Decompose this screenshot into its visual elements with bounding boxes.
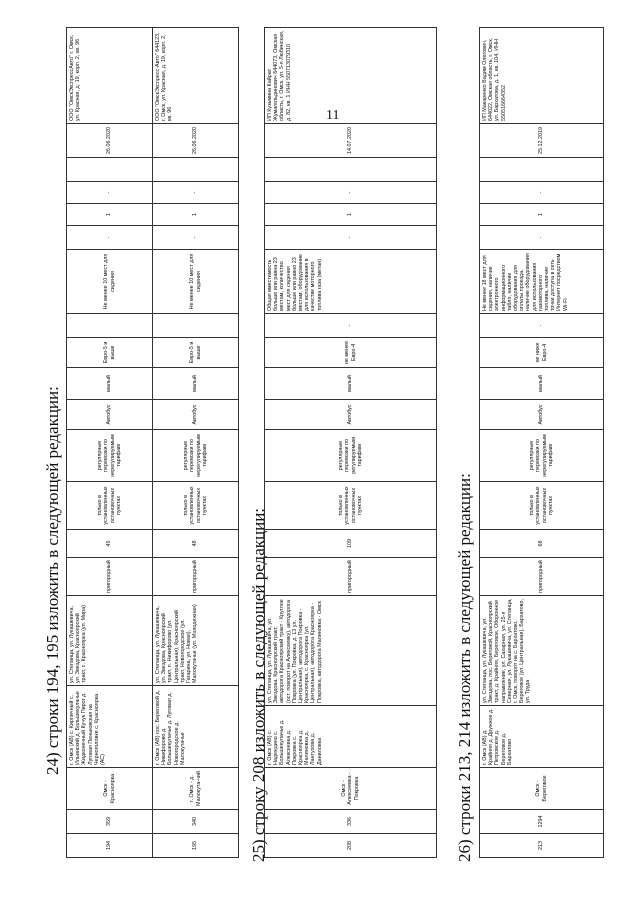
cell: ул. Степанца, ул. Лукашевича, ул. Звездова, Красноярский тракт, п. Никифорово (ул. Центральная), Красноярский тракт, Новогородское (ул. Гагарина, ул. Новая), Малокутачье (ул. Молодежная) [153, 596, 239, 686]
section-24-heading: 24) строки 194, 195 изложить в следующей редакции: [43, 386, 62, 775]
cell: пригородный [480, 558, 604, 596]
section-25-table [264, 27, 437, 858]
cell: - [265, 226, 437, 250]
table-row [265, 28, 437, 858]
cell: г. Омск - д. Малокута-чий [153, 768, 239, 810]
cell: - [480, 226, 604, 250]
cell [265, 158, 437, 182]
section-26-table-wrap [479, 27, 604, 858]
cell: Не менее 10 мест для сидения [67, 250, 153, 314]
cell: 194 [67, 834, 153, 858]
cell: Автобус [265, 400, 437, 430]
cell: 45 [67, 530, 153, 558]
cell [67, 158, 153, 182]
cell: 195 [153, 834, 239, 858]
cell: Общая вместимость больше или равна 23 местам, количество мест для сидения больше или равно 23 местам, оборудование для использования в качестве моторного топлива газа (метан) [265, 250, 437, 314]
cell: 208 [265, 834, 437, 858]
section-26-table [479, 27, 604, 858]
table-row [153, 28, 239, 858]
cell: не менее Евро-4 [265, 338, 437, 368]
section-24-table [66, 27, 239, 858]
cell: 14.07.2020 [265, 124, 437, 158]
table-row [480, 28, 604, 858]
cell: ул. Степанца, ул. Лукашевича, ул. Звездова, пос. Береговой, Красноярский тракт, д. Крайняя, Береговое, Оборонное направление, ул. Сахарная, ул. 25-я Северная, ул. Лукашевича, ул. Степанца, г. Омск, поворот на с. Бархатово, Береговое (ул. Центральная), Бархатово, ул. Труда [480, 596, 604, 706]
cell: 68 [480, 530, 604, 558]
cell: только в установленных остановочных пунктах [265, 482, 437, 530]
cell: Автобус [480, 400, 604, 430]
cell: - [67, 182, 153, 204]
cell: - [153, 226, 239, 250]
section-24-table-wrap [66, 27, 239, 858]
cell: Евро-5 и выше [153, 338, 239, 368]
cell: пригородный [67, 558, 153, 596]
cell: г. Омск (АВ) с. Кирпичный с. Ильинский д. Большекулачье Жидконечный Кучук Пирог д. Луговая Пеньковская на Черноголовке с. Красноярка (АС) [67, 686, 153, 768]
cell: Омск - Алексеевка - Покровка [265, 768, 437, 810]
page-number: 11 [326, 108, 340, 123]
cell: 1294 [480, 810, 604, 834]
cell: 213 [480, 834, 604, 858]
cell: г. Омск (АВ) пос. Береговой д. Никифорово д. Большекулачье д. Луговая д. Новогородское д. Малокутачье [153, 686, 239, 768]
cell: Автобус [67, 400, 153, 430]
section-26-heading: 26) строки 213, 214 изложить в следующей редакции: [455, 473, 474, 862]
cell: г. Омск (АВ) с. Надеждино с. Большекулачье д. Алексеевка д. Покровка с. Красноярка д. Малиновка д. Лантухова д. Даниловка [265, 706, 437, 768]
cell: - [265, 314, 437, 338]
cell: малый [153, 368, 239, 400]
cell: 1 [480, 204, 604, 226]
cell: регулярные перевозки по регулируемым тарифам [265, 430, 437, 482]
cell: пригородный [265, 558, 437, 596]
cell: малый [67, 368, 153, 400]
cell: 336 [265, 810, 437, 834]
cell: 26.06.2020 [153, 124, 239, 158]
cell: ул. Степанца, ул. Лукашевича, ул. Звездова, Красноярский тракт, автодорога Красноярский тракт - Круглое (ост. поворот на Алексеевку), автодорога Покровка (ул. Покровка, д. 13 ул. Центральная), автодорога Покровка - Красноярка, с. Красноярка (ул. Центральная), автодорога Красноярка - Покровка, автодорога Малиновка - Омск [265, 596, 437, 706]
cell: малый [265, 368, 437, 400]
table-row [67, 28, 153, 858]
cell: 109 [265, 530, 437, 558]
cell: 1 [153, 204, 239, 226]
cell [480, 158, 604, 182]
cell: только в установленных остановочных пунктах [153, 482, 239, 530]
cell: - [153, 182, 239, 204]
cell: 25.12.2019 [480, 124, 604, 158]
cell: пригородный [153, 558, 239, 596]
cell: 48 [153, 530, 239, 558]
cell: ИП Кузьмина Кайрат Жумагельдинович 644073, Омская область, г. Омск, ул. 5-я Любинская, д. 82, кв. 1 ИНН 550713079310 [265, 28, 437, 124]
cell: - [480, 314, 604, 338]
cell: ООО "ОмскЭкспресс-Авто" 644123, г. Омск, ул. Красная, д. 19, корп. 2, кв. 96 [153, 28, 239, 124]
cell: 26.06.2020 [67, 124, 153, 158]
section-25-table-wrap [264, 27, 437, 858]
cell: г. Омск (АВ) д. Крайняя д. Дружное д. Петровское д. Береговое д. Бархатово [480, 706, 604, 768]
cell: 340 [153, 810, 239, 834]
cell: регулярные перевозки по нерегулируемым тарифам [480, 430, 604, 482]
cell: не ниже Евро-4 [480, 338, 604, 368]
cell: - [67, 226, 153, 250]
cell [153, 158, 239, 182]
cell: 359 [67, 810, 153, 834]
cell: малый [480, 368, 604, 400]
cell: только в установленных остановочных пунктах [480, 482, 604, 530]
cell: регулярные перевозки по нерегулируемым тарифам [67, 430, 153, 482]
cell: - [480, 182, 604, 204]
cell: Омск - Красноярка [67, 768, 153, 810]
cell: ООО "ОмскЭкспрессАвто" г. Омск, ул. Красная, д. 19, корп. 2, кв. 96 [67, 28, 153, 124]
cell: Омск - Береговое [480, 768, 604, 810]
cell: только в установленных остановочных пунктах [67, 482, 153, 530]
cell [153, 314, 239, 338]
cell: регулярные перевозки по нерегулируемым тарифам [153, 430, 239, 482]
cell: Не менее 10 мест для сидения [153, 250, 239, 314]
cell [67, 314, 153, 338]
cell: 1 [265, 204, 437, 226]
cell: ул. Степанца, ул. Лукашевича, ул. Звездова, Красноярский тракт, с. Красноярка (ул. Мира) [67, 596, 153, 686]
cell: Евро-5 и выше [67, 338, 153, 368]
cell: Автобус [153, 400, 239, 430]
section-25-heading: 25) строку 208 изложить в следующей редакции: [249, 507, 268, 862]
cell: ИП Макаренко Вадим Олегович, 644022, Омская область, г. Омск, ул. Бархатова, д. 1, кв. 104, ИНН 550516664352 [480, 28, 604, 124]
cell: 1 [67, 204, 153, 226]
cell: Не менее 18 мест для сидения, наличие электронного информационного табло, наличие оборудования для оплаты проезда, наличие оборудования для использования газомоторного топлива, наличие точки доступа в сеть Интернет посредством Wi-Fi [480, 250, 604, 314]
cell: - [265, 182, 437, 204]
